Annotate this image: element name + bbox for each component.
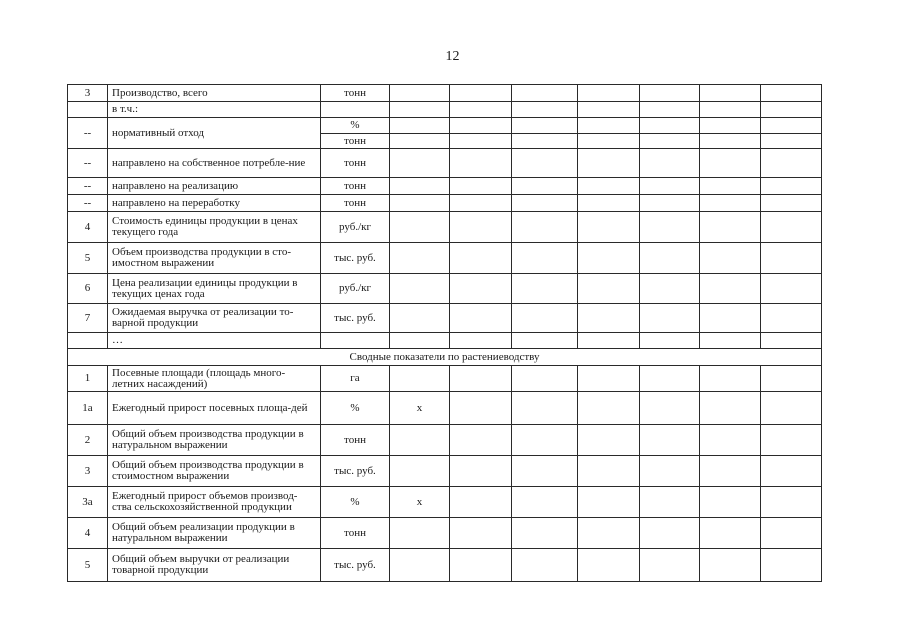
- value-cell: [512, 456, 578, 487]
- value-cell: [700, 366, 761, 392]
- value-cell: [761, 178, 822, 195]
- table-row: [68, 549, 822, 582]
- row-indicator: Ежегодный прирост посевных площа-дей: [108, 392, 321, 425]
- table-row: [68, 212, 822, 243]
- value-cell: [640, 274, 700, 304]
- value-cell: [761, 118, 822, 134]
- value-cell: [450, 212, 512, 243]
- value-cell: [761, 333, 822, 349]
- row-unit: [321, 333, 390, 349]
- value-cell: [512, 243, 578, 274]
- value-cell: [450, 243, 512, 274]
- value-cell: [512, 118, 578, 134]
- row-unit: тонн: [321, 195, 390, 212]
- row-unit: руб./кг: [321, 274, 390, 304]
- value-cell: [512, 518, 578, 549]
- value-cell: [450, 85, 512, 102]
- value-cell: [450, 549, 512, 582]
- value-cell: [578, 333, 640, 349]
- value-cell: [512, 212, 578, 243]
- value-cell: [761, 456, 822, 487]
- row-number: 7: [68, 304, 108, 333]
- row-indicator: Цена реализации единицы продукции в текущих ценах года: [108, 274, 321, 304]
- value-cell: [761, 425, 822, 456]
- value-cell: [578, 85, 640, 102]
- value-cell: [578, 195, 640, 212]
- row-indicator: Общий объем реализации продукции в натуральном выражении: [108, 518, 321, 549]
- value-cell: [761, 274, 822, 304]
- value-cell: [578, 366, 640, 392]
- table-row: [68, 102, 822, 118]
- row-number: [68, 333, 108, 349]
- row-indicator: Общий объем производства продукции в натуральном выражении: [108, 425, 321, 456]
- value-cell: [578, 518, 640, 549]
- row-unit: [321, 102, 390, 118]
- value-cell: [700, 518, 761, 549]
- table-row: [68, 518, 822, 549]
- value-cell: [761, 392, 822, 425]
- value-cell: [700, 212, 761, 243]
- value-cell: [700, 178, 761, 195]
- value-cell: [578, 456, 640, 487]
- page-number: 12: [445, 49, 460, 64]
- value-cell: [450, 456, 512, 487]
- value-cell: х: [390, 487, 450, 518]
- value-cell: [512, 304, 578, 333]
- value-cell: [761, 85, 822, 102]
- value-cell: [700, 195, 761, 212]
- row-unit: га: [321, 366, 390, 392]
- value-cell: [761, 102, 822, 118]
- row-indicator: Общий объем производства продукции в стоимостном выражении: [108, 456, 321, 487]
- value-cell: [578, 304, 640, 333]
- value-cell: [700, 149, 761, 178]
- row-number: 6: [68, 274, 108, 304]
- value-cell: [761, 304, 822, 333]
- table-row: [68, 366, 822, 392]
- value-cell: [640, 243, 700, 274]
- value-cell: [578, 425, 640, 456]
- row-indicator: Стоимость единицы продукции в ценах текущего года: [108, 212, 321, 243]
- value-cell: [640, 304, 700, 333]
- value-cell: [390, 274, 450, 304]
- row-number: --: [68, 149, 108, 178]
- row-indicator: Посевные площади (площадь много-летних насаждений): [108, 366, 321, 392]
- row-number: 5: [68, 243, 108, 274]
- row-unit: тонн: [321, 178, 390, 195]
- row-number: 3: [68, 456, 108, 487]
- value-cell: [390, 518, 450, 549]
- table-row: [68, 392, 822, 425]
- value-cell: [700, 85, 761, 102]
- value-cell: [761, 149, 822, 178]
- value-cell: [450, 366, 512, 392]
- value-cell: [450, 178, 512, 195]
- value-cell: [450, 195, 512, 212]
- row-unit: тонн: [321, 425, 390, 456]
- value-cell: х: [390, 392, 450, 425]
- row-unit: тонн: [321, 518, 390, 549]
- value-cell: [700, 304, 761, 333]
- value-cell: [761, 487, 822, 518]
- value-cell: [578, 149, 640, 178]
- value-cell: [640, 178, 700, 195]
- row-indicator: направлено на собственное потребле-ние: [108, 149, 321, 178]
- value-cell: [390, 118, 450, 134]
- value-cell: [640, 149, 700, 178]
- value-cell: [512, 333, 578, 349]
- value-cell: [640, 456, 700, 487]
- value-cell: [640, 195, 700, 212]
- row-number: 3: [68, 85, 108, 102]
- row-number: 4: [68, 518, 108, 549]
- value-cell: [512, 274, 578, 304]
- value-cell: [700, 456, 761, 487]
- row-unit: %: [321, 392, 390, 425]
- value-cell: [512, 134, 578, 149]
- value-cell: [761, 195, 822, 212]
- value-cell: [700, 487, 761, 518]
- value-cell: [700, 549, 761, 582]
- value-cell: [700, 274, 761, 304]
- value-cell: [761, 134, 822, 149]
- value-cell: [640, 102, 700, 118]
- value-cell: [578, 392, 640, 425]
- value-cell: [450, 149, 512, 178]
- row-number: 4: [68, 212, 108, 243]
- value-cell: [578, 178, 640, 195]
- value-cell: [450, 102, 512, 118]
- value-cell: [578, 118, 640, 134]
- value-cell: [700, 243, 761, 274]
- table-row: [68, 425, 822, 456]
- value-cell: [390, 102, 450, 118]
- value-cell: [390, 456, 450, 487]
- value-cell: [390, 425, 450, 456]
- value-cell: [390, 304, 450, 333]
- table-row: [68, 243, 822, 274]
- value-cell: [578, 549, 640, 582]
- row-unit: тонн: [321, 85, 390, 102]
- value-cell: [390, 243, 450, 274]
- row-unit: тыс. руб.: [321, 549, 390, 582]
- value-cell: [390, 195, 450, 212]
- row-unit: тыс. руб.: [321, 243, 390, 274]
- value-cell: [640, 425, 700, 456]
- value-cell: [512, 549, 578, 582]
- table-row: [68, 149, 822, 178]
- value-cell: [512, 366, 578, 392]
- row-unit: тыс. руб.: [321, 304, 390, 333]
- table-row: [68, 178, 822, 195]
- table-row: [68, 118, 822, 134]
- value-cell: [450, 425, 512, 456]
- row-unit: тонн: [321, 149, 390, 178]
- value-cell: [512, 425, 578, 456]
- value-cell: [640, 366, 700, 392]
- value-cell: [640, 85, 700, 102]
- row-number: 5: [68, 549, 108, 582]
- value-cell: [700, 392, 761, 425]
- value-cell: [761, 243, 822, 274]
- value-cell: [700, 425, 761, 456]
- value-cell: [450, 487, 512, 518]
- row-number: 2: [68, 425, 108, 456]
- row-unit: тонн: [321, 134, 390, 149]
- row-unit: руб./кг: [321, 212, 390, 243]
- section-row: [68, 349, 822, 366]
- value-cell: [390, 549, 450, 582]
- value-cell: [761, 549, 822, 582]
- value-cell: [700, 134, 761, 149]
- data-table: [67, 84, 822, 582]
- value-cell: [450, 304, 512, 333]
- value-cell: [390, 366, 450, 392]
- table-row: [68, 487, 822, 518]
- row-indicator: в т.ч.:: [108, 102, 321, 118]
- row-unit: %: [321, 487, 390, 518]
- value-cell: [640, 212, 700, 243]
- value-cell: [761, 212, 822, 243]
- value-cell: [450, 134, 512, 149]
- row-number: --: [68, 178, 108, 195]
- row-indicator: нормативный отход: [108, 118, 321, 149]
- value-cell: [640, 549, 700, 582]
- row-indicator: направлено на переработку: [108, 195, 321, 212]
- row-number: 1: [68, 366, 108, 392]
- table-row: [68, 304, 822, 333]
- value-cell: [640, 134, 700, 149]
- row-indicator: Производство, всего: [108, 85, 321, 102]
- value-cell: [450, 118, 512, 134]
- value-cell: [578, 102, 640, 118]
- value-cell: [450, 518, 512, 549]
- value-cell: [390, 212, 450, 243]
- table-row: [68, 85, 822, 102]
- value-cell: [390, 134, 450, 149]
- value-cell: [761, 518, 822, 549]
- value-cell: [390, 333, 450, 349]
- table-row: [68, 333, 822, 349]
- value-cell: [578, 487, 640, 518]
- value-cell: [640, 118, 700, 134]
- row-indicator: Ежегодный прирост объемов производ-ства сельскохозяйственной продукции: [108, 487, 321, 518]
- row-number: 3а: [68, 487, 108, 518]
- row-unit: тыс. руб.: [321, 456, 390, 487]
- row-number: [68, 102, 108, 118]
- value-cell: [512, 178, 578, 195]
- value-cell: [700, 118, 761, 134]
- value-cell: [450, 274, 512, 304]
- value-cell: [761, 366, 822, 392]
- value-cell: [578, 134, 640, 149]
- value-cell: [640, 487, 700, 518]
- row-unit: %: [321, 118, 390, 134]
- value-cell: [512, 195, 578, 212]
- value-cell: [512, 392, 578, 425]
- value-cell: [450, 333, 512, 349]
- value-cell: [450, 392, 512, 425]
- value-cell: [640, 518, 700, 549]
- value-cell: [578, 212, 640, 243]
- value-cell: [390, 178, 450, 195]
- value-cell: [640, 392, 700, 425]
- table-row: [68, 274, 822, 304]
- table-row: [68, 195, 822, 212]
- row-indicator: Объем производства продукции в сто-имостном выражении: [108, 243, 321, 274]
- value-cell: [512, 102, 578, 118]
- value-cell: [578, 243, 640, 274]
- value-cell: [512, 85, 578, 102]
- value-cell: [390, 85, 450, 102]
- value-cell: [700, 333, 761, 349]
- row-number: 1а: [68, 392, 108, 425]
- row-indicator: Ожидаемая выручка от реализации то-варной продукции: [108, 304, 321, 333]
- row-indicator: направлено на реализацию: [108, 178, 321, 195]
- table-row: [68, 456, 822, 487]
- value-cell: [578, 274, 640, 304]
- row-indicator: Общий объем выручки от реализации товарной продукции: [108, 549, 321, 582]
- row-number: --: [68, 118, 108, 149]
- section-title: Сводные показатели по растениеводству: [68, 349, 822, 366]
- value-cell: [700, 102, 761, 118]
- row-number: --: [68, 195, 108, 212]
- value-cell: [640, 333, 700, 349]
- value-cell: [512, 149, 578, 178]
- row-indicator: …: [108, 333, 321, 349]
- value-cell: [390, 149, 450, 178]
- value-cell: [512, 487, 578, 518]
